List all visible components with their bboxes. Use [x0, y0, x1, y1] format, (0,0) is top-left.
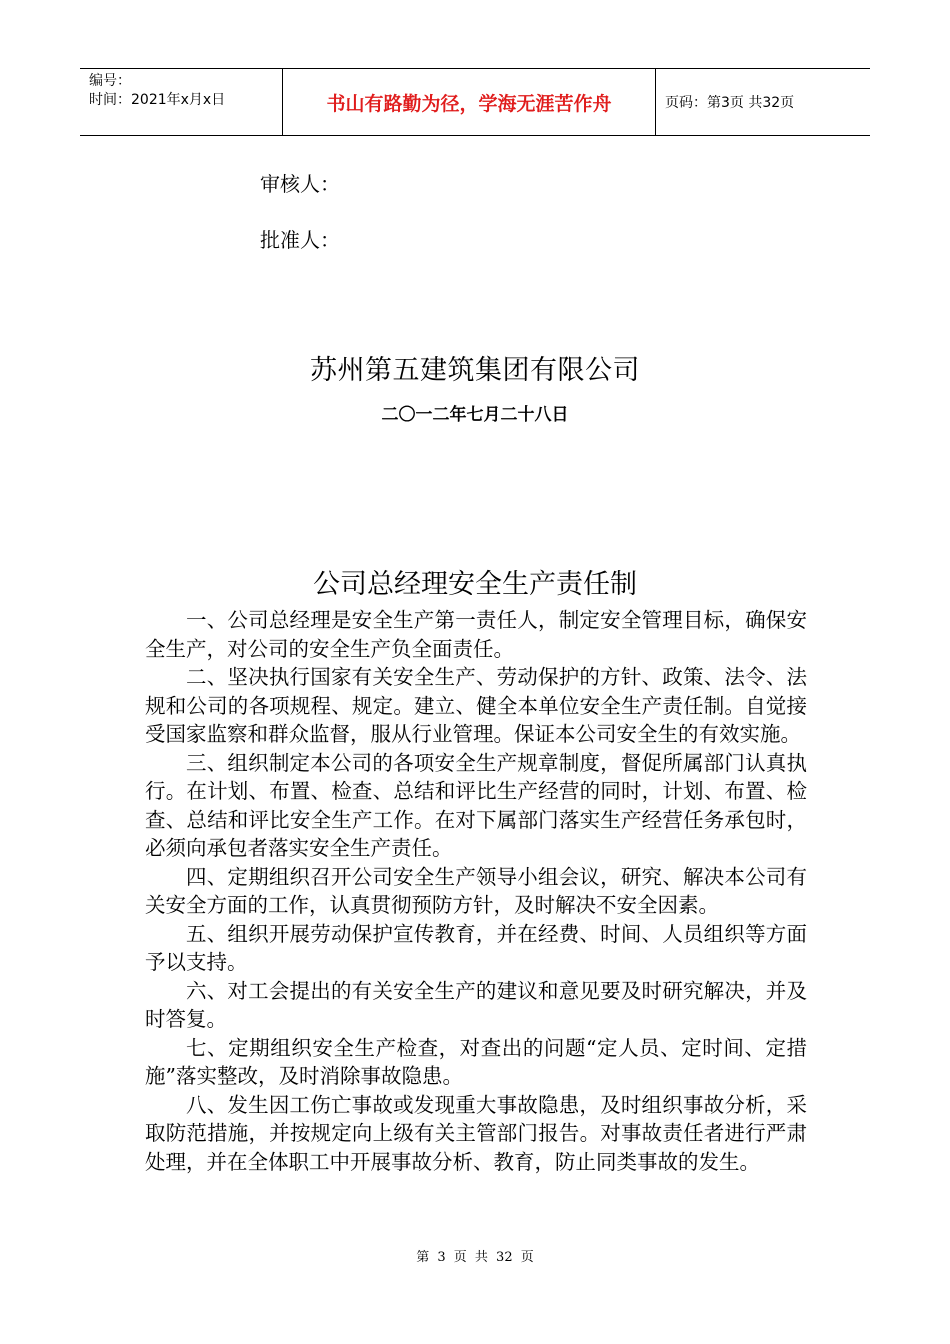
- paragraph: 七、定期组织安全生产检查，对查出的问题“定人员、定时间、定措施”落实整改，及时消除事故隐患。: [145, 1035, 807, 1088]
- document-title: 公司总经理安全生产责任制: [313, 569, 637, 600]
- number-label: 编号：: [89, 73, 131, 89]
- header-meta: [80, 69, 282, 135]
- approver-label: 批准人：: [260, 228, 340, 252]
- paragraph: 二、坚决执行国家有关安全生产、劳动保护的方针、政策、法令、法规和公司的各项规程、规定。建立、健全本单位安全生产责任制。自觉接受国家监察和群众监督，服从行业管理。保证本公司安全生的有效实施。: [145, 665, 807, 746]
- paragraph: 四、定期组织召开公司安全生产领导小组会议，研究、解决本公司有关安全方面的工作，认真贯彻预防方针，及时解决不安全因素。: [145, 864, 807, 917]
- document-body: [145, 606, 807, 1176]
- reviewer-label: 审核人：: [260, 172, 340, 196]
- time-label: 时间：2021年x月x日: [89, 92, 226, 108]
- page-header: [80, 68, 870, 136]
- paragraph: 一、公司总经理是安全生产第一责任人，制定安全管理目标，确保安全生产，对公司的安全生产负全面责任。: [145, 608, 807, 661]
- paragraph: 六、对工会提出的有关安全生产的建议和意见要及时研究解决，并及时答复。: [145, 978, 807, 1031]
- paragraph: 八、发生因工伤亡事故或发现重大事故隐患，及时组织事故分析，采取防范措施，并按规定向上级有关主管部门报告。对事故责任者进行严肃处理，并在全体职工中开展事故分析、教育，防止同类事故的发生。: [145, 1092, 807, 1174]
- paragraph: 五、组织开展劳动保护宣传教育，并在经费、时间、人员组织等方面予以支持。: [145, 921, 807, 974]
- header-motto: 书山有路勤为径，学海无涯苦作舟: [282, 69, 656, 135]
- page-footer: 第 3 页 共 32 页: [416, 1250, 534, 1265]
- company-name: 苏州第五建筑集团有限公司: [310, 355, 640, 386]
- document-date: 二〇一二年七月二十八日: [381, 405, 569, 425]
- paragraph: 三、组织制定本公司的各项安全生产规章制度，督促所属部门认真执行。在计划、布置、检查、总结和评比生产经营的同时，计划、布置、检查、总结和评比安全生产工作。在对下属部门落实生产经营任务承包时，必须向承包者落实安全生产责任。: [145, 750, 807, 860]
- header-page-info: 页码：第3页 共32页: [665, 95, 795, 111]
